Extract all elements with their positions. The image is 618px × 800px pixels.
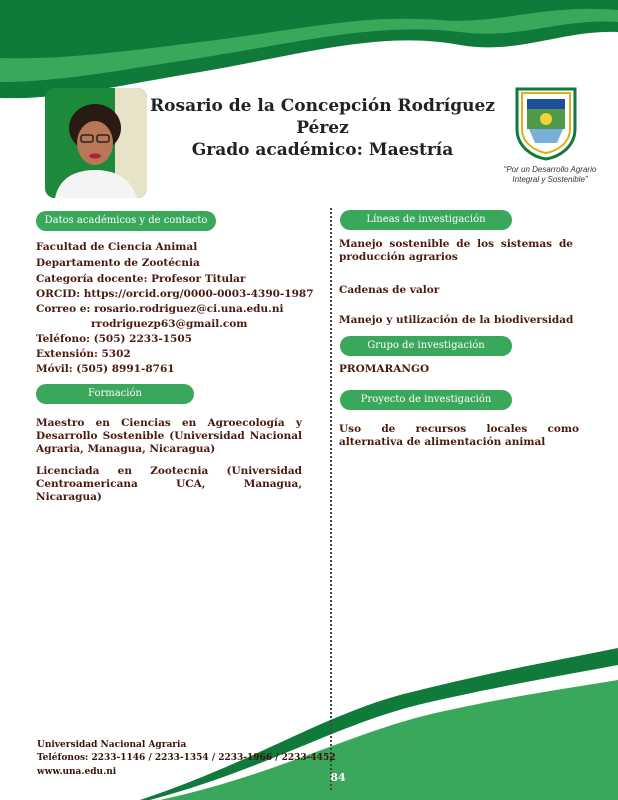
research-line: Cadenas de valor bbox=[339, 284, 440, 296]
page-number: 84 bbox=[330, 771, 346, 784]
footer-website[interactable]: www.una.edu.ni bbox=[37, 767, 117, 777]
una-logo bbox=[513, 85, 579, 161]
motto-line: “Por un Desarrollo Agrario bbox=[503, 165, 597, 174]
formation-heading: Formación bbox=[36, 384, 194, 404]
formation-item: Licenciada en Zootecnia (Universidad Centroamericana UCA, Managua, Nicaragua) bbox=[36, 465, 302, 503]
person-name: Rosario de la Concepción Rodríguez Pérez bbox=[150, 96, 495, 138]
contact-heading: Datos académicos y de contacto bbox=[36, 211, 216, 231]
contact-line: Facultad de Ciencia Animal bbox=[36, 241, 198, 253]
research-line: Manejo sostenible de los sistemas de producción agrarios bbox=[339, 238, 573, 263]
group-heading: Grupo de investigación bbox=[340, 336, 512, 356]
research-line: Manejo y utilización de la biodiversidad bbox=[339, 314, 574, 326]
project-heading: Proyecto de investigación bbox=[340, 390, 512, 410]
research-lines-heading: Líneas de investigación bbox=[340, 210, 512, 230]
footer-university: Universidad Nacional Agraria bbox=[37, 740, 187, 750]
research-group: PROMARANGO bbox=[339, 363, 430, 375]
contact-line: Categoría docente: Profesor Titular bbox=[36, 273, 246, 285]
motto-line: Integral y Sostenible” bbox=[512, 175, 588, 184]
profile-photo bbox=[45, 88, 147, 198]
footer-phones: Teléfonos: 2233-1146 / 2233-1354 / 2233-1966 / 2233-4452 bbox=[37, 753, 336, 763]
motto bbox=[490, 165, 610, 185]
contact-line: ORCID: https://orcid.org/0000-0003-4390-1987 bbox=[36, 288, 314, 300]
formation-item: Maestro en Ciencias en Agroecología y Desarrollo Sostenible (Universidad Nacional Agraria, Managua, Nicaragua) bbox=[36, 417, 302, 455]
contact-line: Correo e: rosario.rodriguez@ci.una.edu.ni bbox=[36, 303, 284, 315]
contact-line: Teléfono: (505) 2233-1505 bbox=[36, 333, 192, 345]
column-divider bbox=[330, 208, 332, 790]
contact-line: Móvil: (505) 8991-8761 bbox=[36, 363, 175, 375]
contact-line: rrodriguezp63@gmail.com bbox=[91, 318, 248, 330]
contact-line: Departamento de Zootécnia bbox=[36, 257, 200, 269]
profile-header bbox=[150, 95, 495, 161]
academic-degree: Grado académico: Maestría bbox=[191, 140, 454, 160]
contact-line: Extensión: 5302 bbox=[36, 348, 131, 360]
research-project: Uso de recursos locales como alternativa de alimentación animal bbox=[339, 423, 579, 448]
